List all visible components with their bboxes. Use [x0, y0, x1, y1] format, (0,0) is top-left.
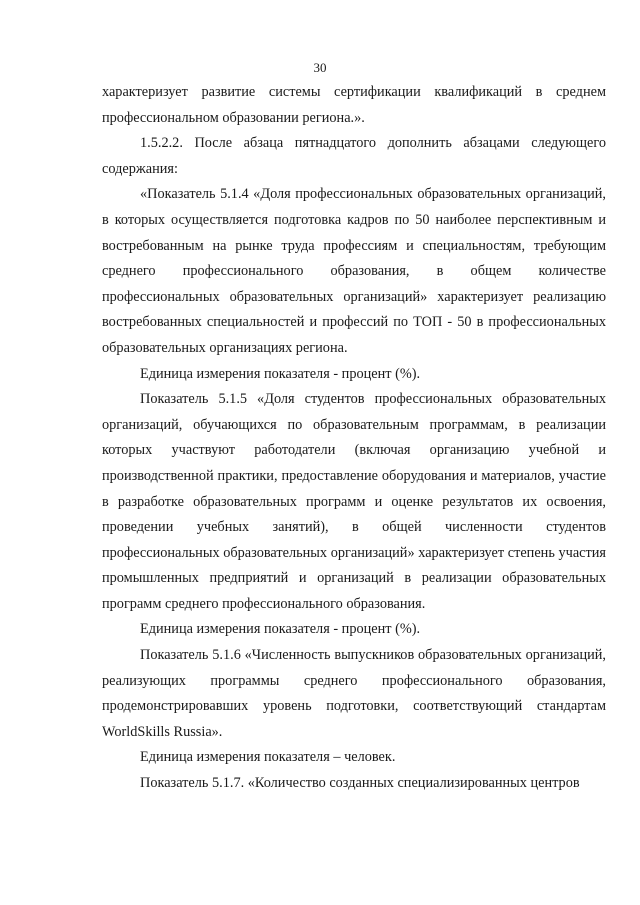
document-body — [102, 80, 606, 797]
paragraph-continuation: характеризует развитие системы сертификации квалификаций в среднем профессиональном образовании региона.». — [102, 84, 606, 126]
page-number: 30 — [313, 60, 327, 75]
paragraph-indicator-5-1-5: Показатель 5.1.5 «Доля студентов профессиональных образовательных организаций, обучающихся по образовательным программам, в реализации которых участвуют работодатели (включая организацию учебной и производственной практики, предоставление оборудования и материалов, участие в разработке образовательных программ и оценке результатов их освоения, проведении учебных занятий), в общей численности студентов профессиональных образовательных организаций» характеризует степень участия промышленных предприятий и организаций в реализации образовательных программ среднего профессионального образования. — [102, 391, 606, 612]
paragraph-indicator-5-1-7: Показатель 5.1.7. «Количество созданных специализированных центров — [140, 775, 580, 792]
paragraph-unit-percent-2: Единица измерения показателя - процент (%). — [140, 621, 421, 638]
paragraph-unit-persons: Единица измерения показателя – человек. — [140, 749, 396, 766]
paragraph-unit-percent-1: Единица измерения показателя - процент (%). — [140, 365, 421, 382]
paragraph-amendment-clause: 1.5.2.2. После абзаца пятнадцатого дополнить абзацами следующего содержания: — [102, 135, 606, 177]
paragraph-indicator-5-1-4: «Показатель 5.1.4 «Доля профессиональных образовательных организаций, в которых осуществляется подготовка кадров по 50 наиболее перспективным и востребованным на рынке труда профессиям и специальностям, требующим среднего профессионального образования, в общем количестве профессиональных образовательных организаций» характеризует реализацию востребованных специальностей и профессий по ТОП - 50 в профессиональных образовательных организациях региона. — [102, 186, 606, 356]
paragraph-indicator-5-1-6: Показатель 5.1.6 «Численность выпускников образовательных организаций, реализующих программы среднего профессионального образования, продемонстрировавших уровень подготовки, соответствующий стандартам WorldSkills Russia». — [102, 647, 606, 740]
